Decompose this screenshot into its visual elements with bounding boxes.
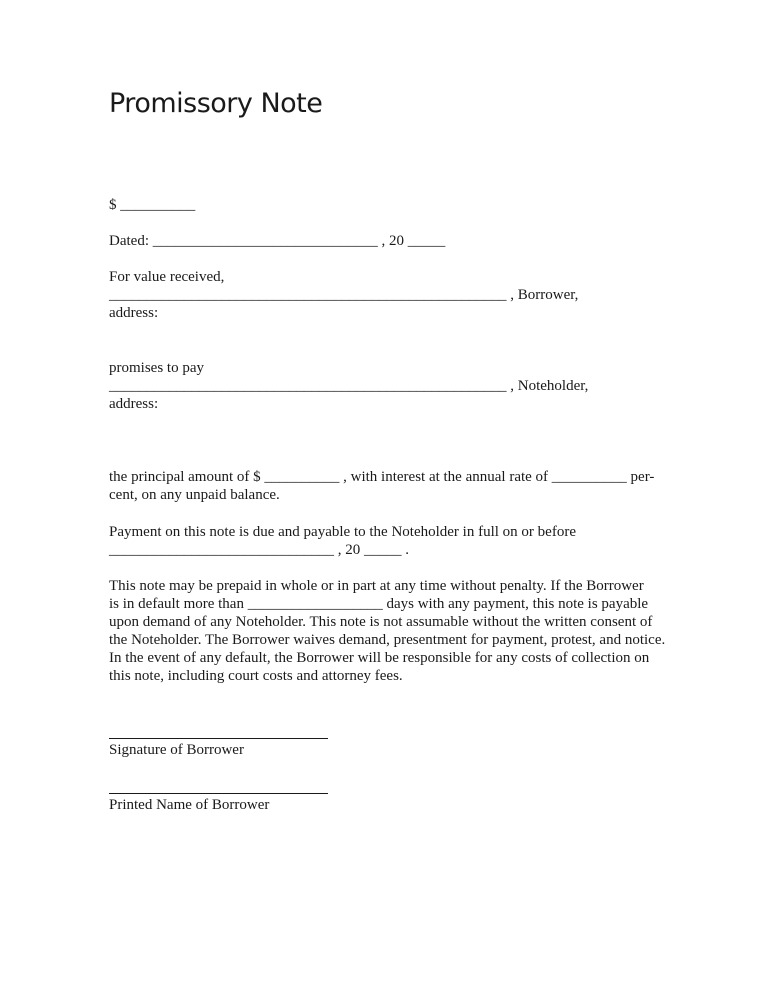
page-title: Promissory Note [109, 88, 323, 119]
noteholder-line: _____________________________________________________ , Noteholder, [109, 378, 589, 394]
payment-line-1: Payment on this note is due and payable to the Noteholder in full on or before [109, 524, 576, 540]
terms-line-6: this note, including court costs and attorney fees. [109, 668, 403, 684]
terms-line-3: upon demand of any Noteholder. This note is not assumable without the written consent of [109, 614, 653, 630]
terms-line-1: This note may be prepaid in whole or in part at any time without penalty. If the Borrower [109, 578, 644, 594]
printed-name-label: Printed Name of Borrower [109, 797, 270, 813]
noteholder-address-label: address: [109, 396, 159, 412]
borrower-line: _____________________________________________________ , Borrower, [109, 287, 579, 303]
dated-line: Dated: ______________________________ , 20 _____ [109, 233, 446, 249]
printed-name-rule [109, 793, 328, 794]
signature-label: Signature of Borrower [109, 742, 244, 758]
promises-text: promises to pay [109, 360, 204, 376]
principal-line-2: cent, on any unpaid balance. [109, 487, 280, 503]
terms-line-2: is in default more than __________________ days with any payment, this note is payable [109, 596, 649, 612]
terms-line-5: In the event of any default, the Borrower will be responsible for any costs of collection on [109, 650, 650, 666]
borrower-address-label: address: [109, 305, 159, 321]
value-received-text: For value received, [109, 269, 225, 285]
payment-line-2: ______________________________ , 20 _____ . [109, 542, 409, 558]
signature-rule [109, 738, 328, 739]
amount-line: $ __________ [109, 197, 196, 213]
terms-line-4: the Noteholder. The Borrower waives demand, presentment for payment, protest, and notice. [109, 632, 666, 648]
principal-line-1: the principal amount of $ __________ , with interest at the annual rate of __________ per- [109, 469, 655, 485]
